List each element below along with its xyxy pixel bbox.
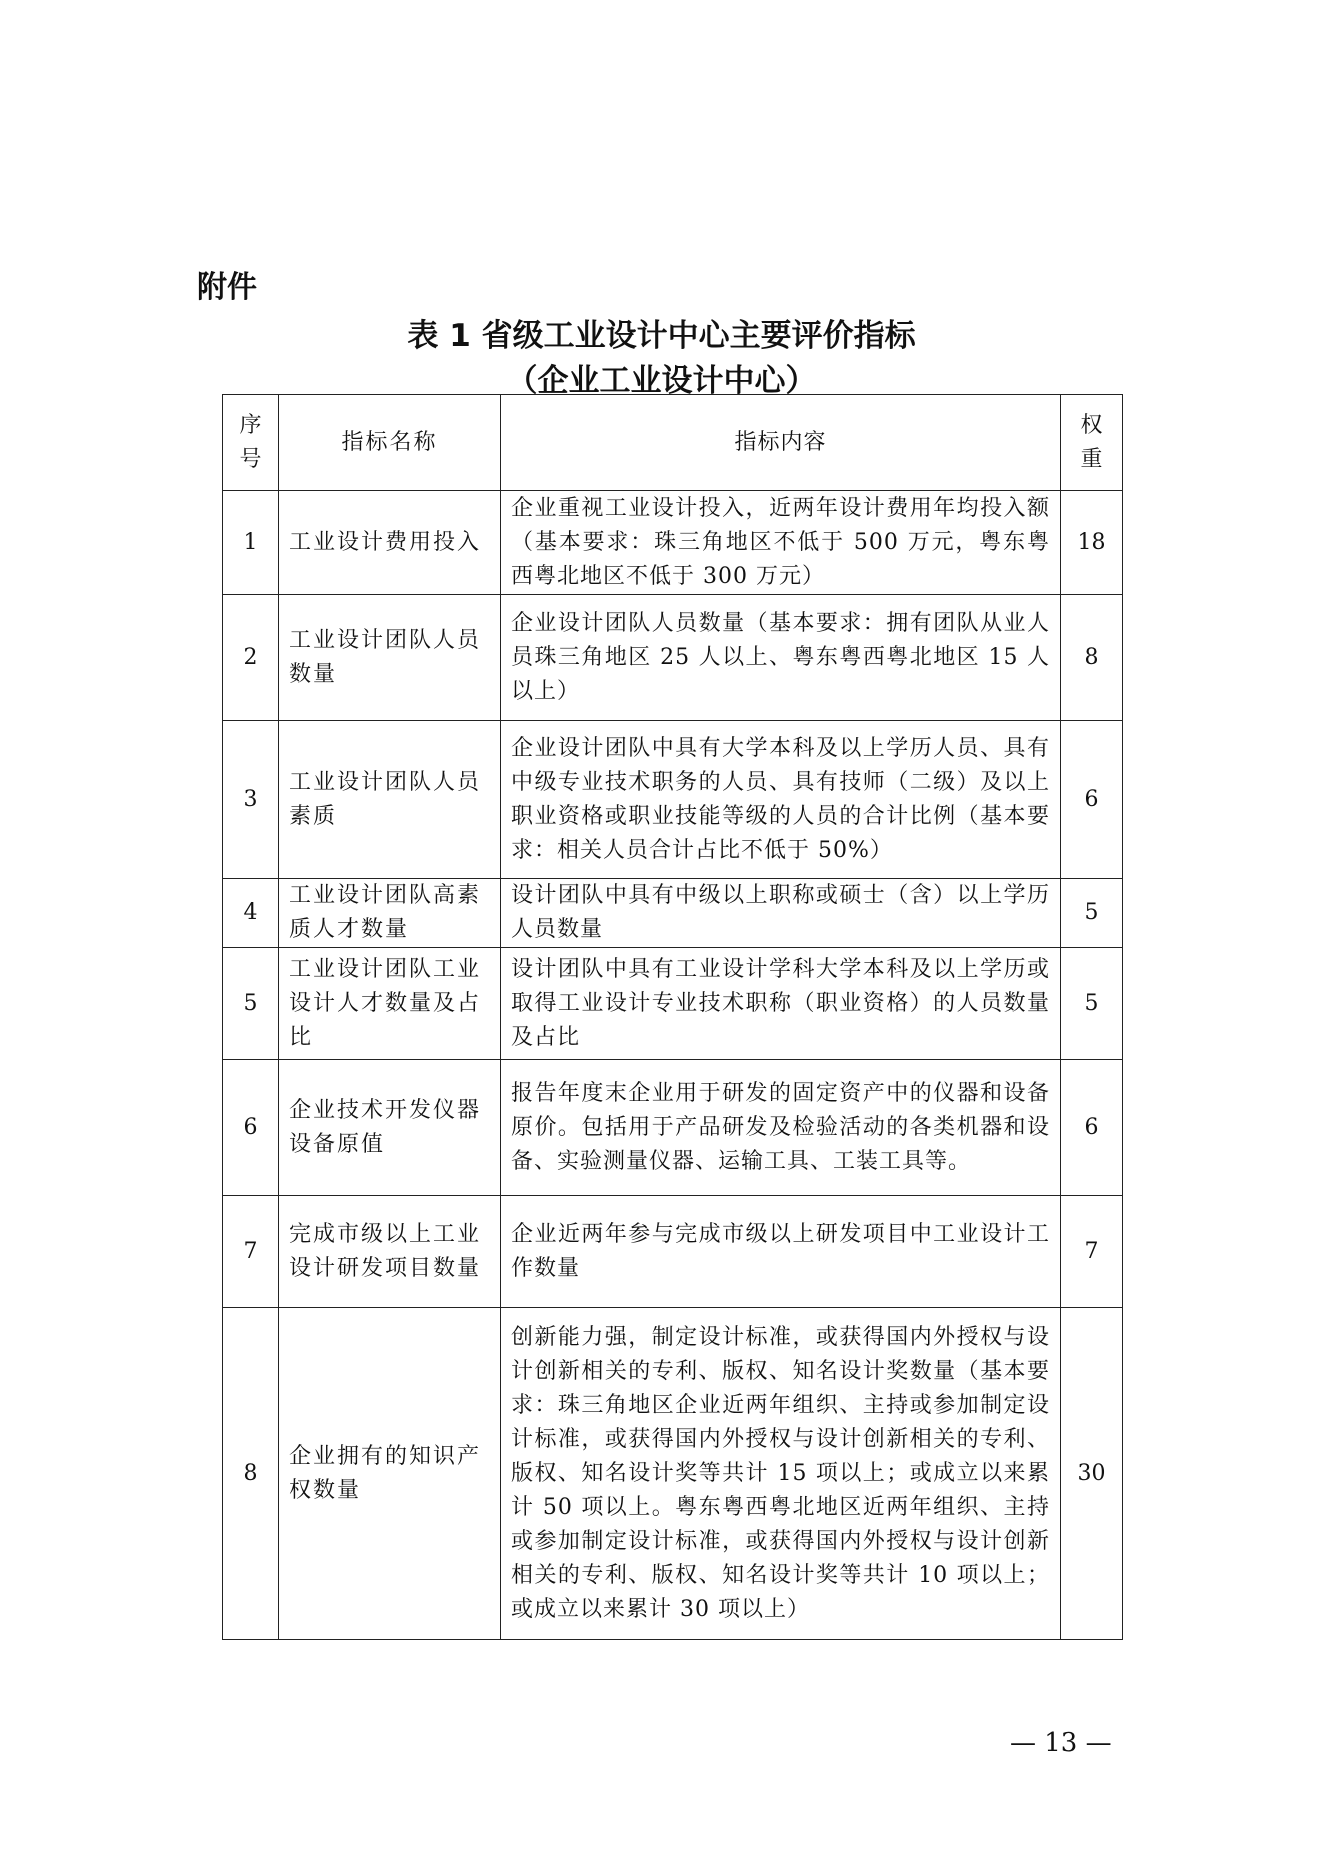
row-content: 企业重视工业设计投入，近两年设计费用年均投入额（基本要求：珠三角地区不低于 500 万元，粤东粤西粤北地区不低于 300 万元） — [501, 491, 1061, 595]
table-title: 表 1 省级工业设计中心主要评价指标 — [407, 318, 916, 354]
row-content: 企业设计团队人员数量（基本要求：拥有团队从业人员珠三角地区 25 人以上、粤东粤西粤北地区 15 人以上） — [501, 595, 1061, 721]
row-no: 6 — [223, 1060, 279, 1196]
table-row — [223, 1060, 1123, 1196]
row-no: 2 — [223, 595, 279, 721]
row-no: 4 — [223, 879, 279, 948]
row-weight: 6 — [1061, 1060, 1123, 1196]
row-no: 1 — [223, 491, 279, 595]
table-row — [223, 595, 1123, 721]
page-number: — 13 — — [1010, 1728, 1112, 1758]
row-weight: 6 — [1061, 721, 1123, 879]
row-no: 8 — [223, 1308, 279, 1640]
row-name: 工业设计团队人员素质 — [279, 721, 501, 879]
row-content: 设计团队中具有中级以上职称或硕士（含）以上学历人员数量 — [501, 879, 1061, 948]
row-name: 企业拥有的知识产权数量 — [279, 1308, 501, 1640]
table-header-row — [223, 395, 1123, 491]
row-name: 完成市级以上工业设计研发项目数量 — [279, 1196, 501, 1308]
header-content: 指标内容 — [501, 395, 1061, 491]
row-weight: 30 — [1061, 1308, 1123, 1640]
row-name: 工业设计团队人员数量 — [279, 595, 501, 721]
row-weight: 5 — [1061, 948, 1123, 1060]
row-content: 企业近两年参与完成市级以上研发项目中工业设计工作数量 — [501, 1196, 1061, 1308]
row-name: 工业设计团队工业设计人才数量及占比 — [279, 948, 501, 1060]
table-row — [223, 1196, 1123, 1308]
row-weight: 7 — [1061, 1196, 1123, 1308]
table-row — [223, 1308, 1123, 1640]
table-subtitle: （企业工业设计中心） — [506, 363, 817, 399]
row-content: 设计团队中具有工业设计学科大学本科及以上学历或取得工业设计专业技术职称（职业资格）的人员数量及占比 — [501, 948, 1061, 1060]
header-weight: 权重 — [1061, 395, 1123, 491]
row-no: 7 — [223, 1196, 279, 1308]
attachment-label: 附件 — [197, 270, 257, 305]
indicator-table — [222, 394, 1123, 1640]
row-content: 创新能力强，制定设计标准，或获得国内外授权与设计创新相关的专利、版权、知名设计奖数量（基本要求：珠三角地区企业近两年组织、主持或参加制定设计标准，或获得国内外授权与设计创新相关的专利、版权、知名设计奖等共计 15 项以上；或成立以来累计 50 项以上。粤东粤西粤北地区近两年组织、主持或参加制定设计标准，或获得国内外授权与设计创新相关的专利、版权、知名设计奖等共计 10 项以上；或成立以来累计 30 项以上） — [501, 1308, 1061, 1640]
row-no: 5 — [223, 948, 279, 1060]
row-name: 企业技术开发仪器设备原值 — [279, 1060, 501, 1196]
row-content: 企业设计团队中具有大学本科及以上学历人员、具有中级专业技术职务的人员、具有技师（二级）及以上职业资格或职业技能等级的人员的合计比例（基本要求：相关人员合计占比不低于 50%） — [501, 721, 1061, 879]
row-name: 工业设计团队高素质人才数量 — [279, 879, 501, 948]
row-weight: 5 — [1061, 879, 1123, 948]
row-no: 3 — [223, 721, 279, 879]
table-row — [223, 491, 1123, 595]
table-row — [223, 948, 1123, 1060]
row-weight: 8 — [1061, 595, 1123, 721]
row-weight: 18 — [1061, 491, 1123, 595]
row-name: 工业设计费用投入 — [279, 491, 501, 595]
row-content: 报告年度末企业用于研发的固定资产中的仪器和设备原价。包括用于产品研发及检验活动的各类机器和设备、实验测量仪器、运输工具、工装工具等。 — [501, 1060, 1061, 1196]
table-row — [223, 879, 1123, 948]
table-row — [223, 721, 1123, 879]
header-name: 指标名称 — [279, 395, 501, 491]
header-no: 序号 — [223, 395, 279, 491]
